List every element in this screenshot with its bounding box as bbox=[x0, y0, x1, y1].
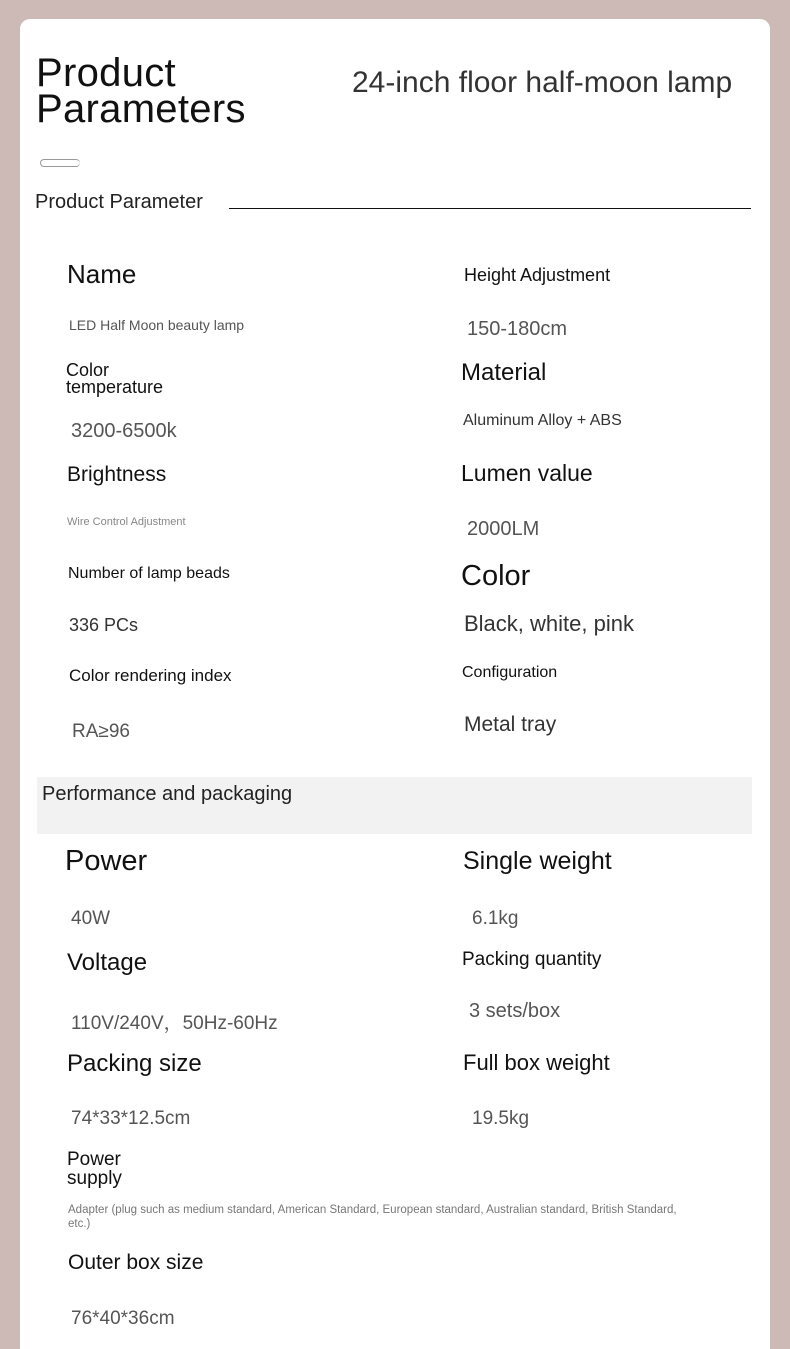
name-label: Name bbox=[67, 259, 137, 289]
height-adjustment-label: Height Adjustment bbox=[464, 265, 611, 285]
lamp-beads-label: Number of lamp beads bbox=[68, 565, 230, 582]
color-temperature-label-line1: Color bbox=[66, 360, 110, 380]
color-label: Color bbox=[461, 560, 531, 592]
outer-box-size-value: 76*40*36cm bbox=[71, 1308, 175, 1329]
lamp-beads-value: 336 PCs bbox=[69, 615, 139, 635]
decorative-pill bbox=[40, 159, 80, 167]
single-weight-label: Single weight bbox=[463, 847, 612, 875]
power-supply-label-line2: supply bbox=[67, 1168, 122, 1189]
lumen-value-label: Lumen value bbox=[461, 460, 593, 486]
color-value: Black, white, pink bbox=[464, 611, 634, 636]
height-adjustment-value: 150-180cm bbox=[467, 318, 568, 340]
configuration-label: Configuration bbox=[462, 664, 558, 681]
brightness-label: Brightness bbox=[67, 463, 167, 486]
outer-box-size-label: Outer box size bbox=[68, 1251, 204, 1274]
power-value: 40W bbox=[71, 908, 111, 929]
full-box-weight-value: 19.5kg bbox=[472, 1108, 530, 1129]
cri-value: RA≥96 bbox=[72, 721, 130, 742]
page-title bbox=[36, 51, 246, 131]
section-divider bbox=[229, 208, 751, 209]
parameters-card bbox=[20, 19, 770, 1349]
product-subtitle: 24-inch floor half-moon lamp bbox=[352, 66, 733, 99]
power-supply-value-line1: Adapter (plug such as medium standard, American Standard, European standard, Australian standard, British Standard, bbox=[68, 1204, 677, 1216]
material-value: Aluminum Alloy + ABS bbox=[463, 412, 622, 429]
packing-size-label: Packing size bbox=[67, 1050, 202, 1077]
configuration-value: Metal tray bbox=[464, 713, 557, 736]
power-supply-value-line2: etc.) bbox=[68, 1218, 91, 1230]
color-temperature-value: 3200-6500k bbox=[71, 420, 177, 442]
packing-quantity-value: 3 sets/box bbox=[469, 1000, 561, 1022]
color-temperature-label-line2: temperature bbox=[66, 377, 164, 397]
voltage-label: Voltage bbox=[67, 949, 148, 976]
name-value: LED Half Moon beauty lamp bbox=[69, 317, 245, 333]
power-supply-label bbox=[67, 1150, 122, 1188]
section-heading-performance-packaging: Performance and packaging bbox=[42, 783, 293, 805]
packing-size-value: 74*33*12.5cm bbox=[71, 1108, 191, 1129]
voltage-value: 110V/240V，50Hz-60Hz bbox=[71, 1013, 278, 1034]
single-weight-value: 6.1kg bbox=[472, 908, 519, 929]
page-title-line1: Product bbox=[36, 51, 176, 95]
lumen-value-value: 2000LM bbox=[467, 518, 540, 540]
page-title-line2: Parameters bbox=[36, 87, 246, 131]
section-heading-product-parameter: Product Parameter bbox=[35, 191, 203, 213]
power-supply-label-line1: Power bbox=[67, 1149, 121, 1170]
color-temperature-label bbox=[66, 362, 163, 396]
cri-label: Color rendering index bbox=[69, 666, 232, 685]
packing-quantity-label: Packing quantity bbox=[462, 949, 602, 970]
full-box-weight-label: Full box weight bbox=[463, 1050, 610, 1075]
power-supply-value bbox=[68, 1203, 677, 1231]
material-label: Material bbox=[461, 359, 547, 386]
brightness-value: Wire Control Adjustment bbox=[67, 516, 186, 528]
power-label: Power bbox=[65, 845, 148, 877]
